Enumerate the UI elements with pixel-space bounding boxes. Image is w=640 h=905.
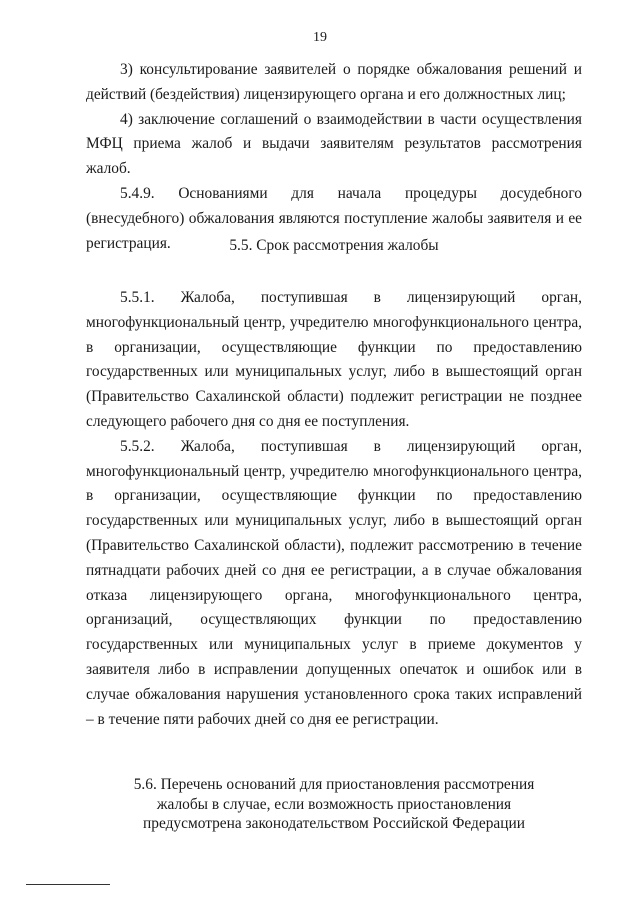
paragraph-5-5-2: 5.5.2. Жалоба, поступившая в лицензирующий орган, многофункциональный центр, учредителю многофункционального центра, в организации, осуществляющие функции по предоставлению государственных или муниципальных услуг, либо в вышестоящий орган (Правительство Сахалинской области), подлежит рассмотрению в течение пятнадцати рабочих дней со дня ее регистрации, а в случае обжалования отказа лицензирующего органа, многофункционального центра, организаций, осуществляющих функции по предоставлению государственных или муниципальных услуг в приеме документов у заявителя либо в исправлении допущенных опечаток и ошибок или в случае обжалования нарушения установленного срока таких исправлений – в течение пяти рабочих дней со дня ее регистрации.	[86, 437, 582, 728]
page-number: 19	[313, 30, 327, 45]
list-item-4: 4) заключение соглашений о взаимодействии в части осуществления МФЦ приема жалоб и выдачи заявителям результатов рассмотрения жалоб.	[86, 110, 582, 178]
footnote-divider	[26, 884, 110, 885]
paragraph-5-4-9: 5.4.9. Основаниями для начала процедуры досудебного (внесудебного) обжалования являются поступление жалобы заявителя и ее регистрация.	[86, 184, 582, 252]
section-heading-5-6-line-2: жалобы в случае, если возможность приостановления	[156, 795, 512, 813]
section-heading-5-5: 5.5. Срок рассмотрения жалобы	[229, 237, 439, 254]
paragraph-5-5-1: 5.5.1. Жалоба, поступившая в лицензирующий орган, многофункциональный центр, учредителю многофункционального центра, в организации, осуществляющие функции по предоставлению государственных или муниципальных услуг, либо в вышестоящий орган (Правительство Сахалинской области) подлежит регистрации не позднее следующего рабочего дня со дня ее поступления.	[86, 289, 582, 430]
section-heading-5-6	[86, 775, 582, 834]
section-heading-5-6-line-1: 5.6. Перечень оснований для приостановления рассмотрения	[133, 776, 535, 793]
section-5-5-body	[86, 286, 582, 732]
list-item-3: 3) консультирование заявителей о порядке обжалования решений и действий (бездействия) лицензирующего органа и его должностных лиц;	[86, 61, 582, 103]
section-heading-5-6-line-3: предусмотрена законодательством Российской Федерации	[143, 815, 525, 832]
text-block-items	[86, 58, 582, 256]
